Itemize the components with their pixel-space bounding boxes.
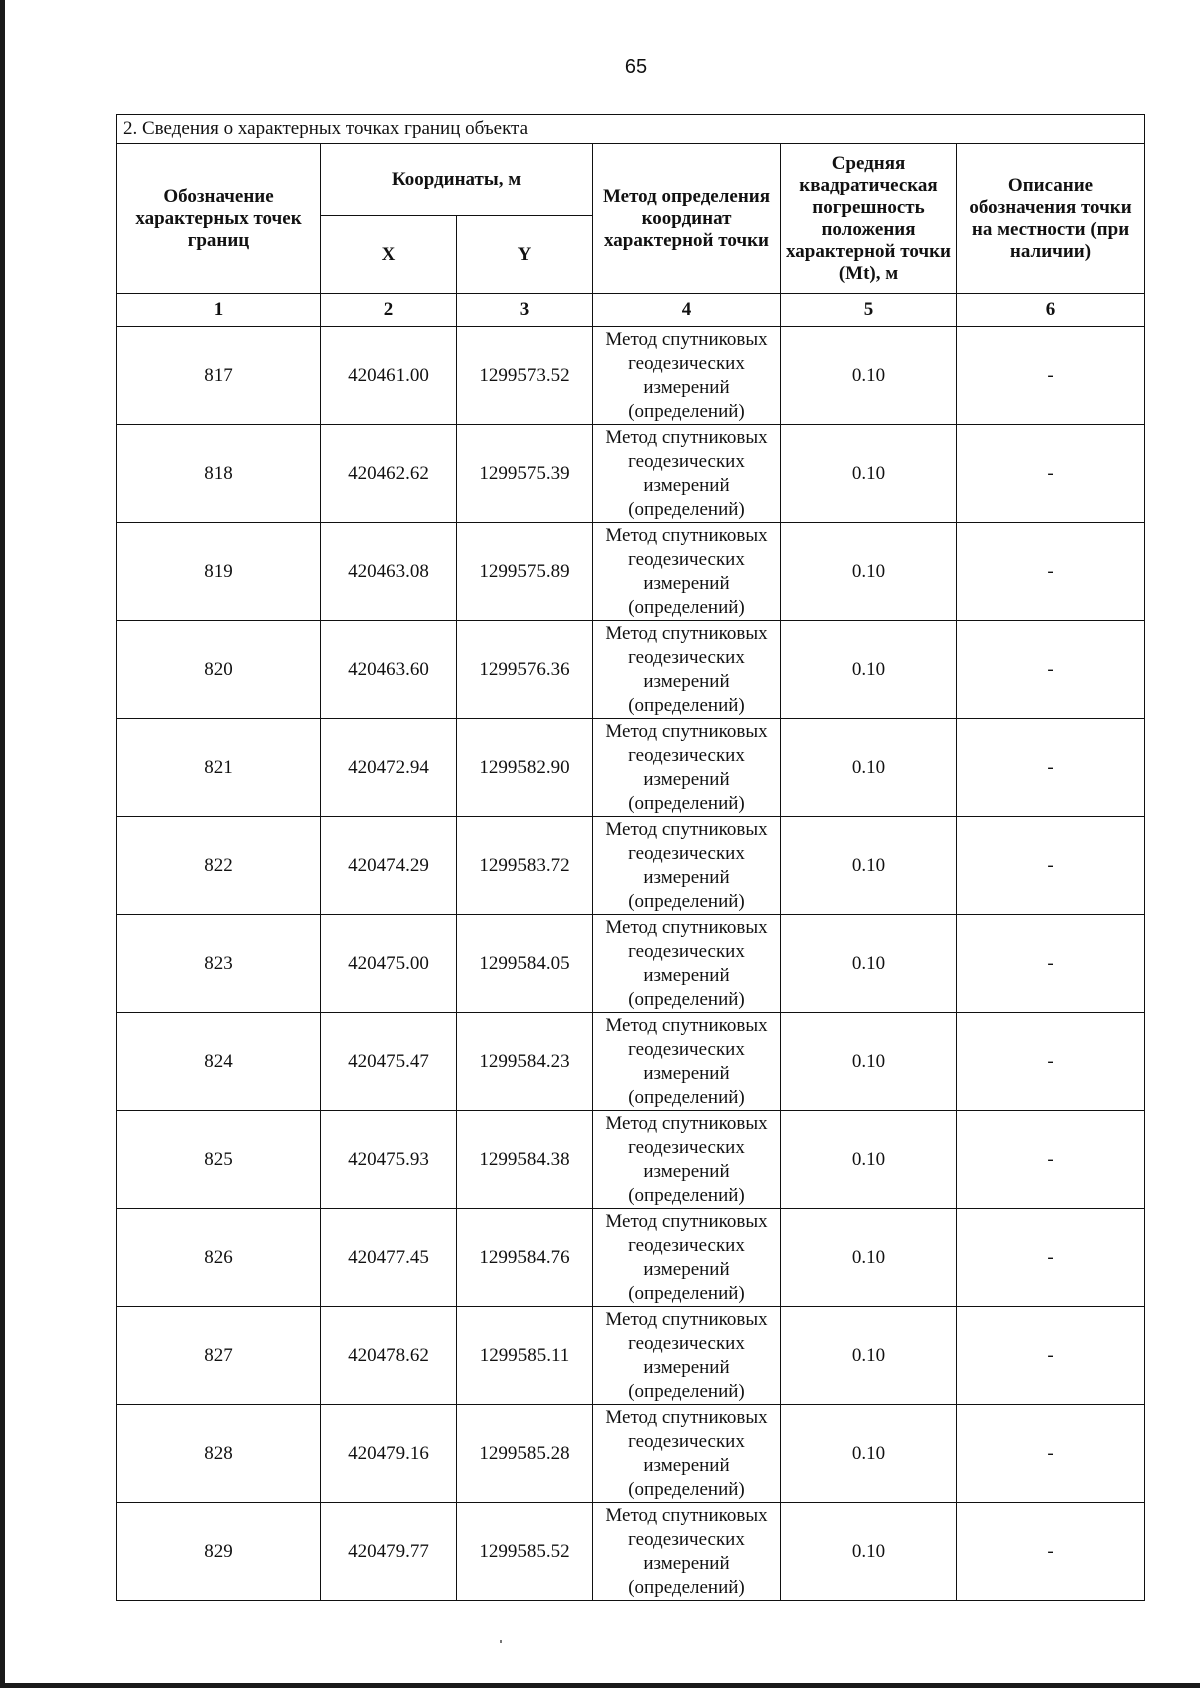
description: - (957, 425, 1145, 523)
table-row (117, 817, 1145, 915)
header-method: Метод определения координат характерной точки (593, 144, 781, 294)
scan-speck (500, 1640, 502, 1643)
method: Метод спутниковых геодезических измерений (определений) (593, 1405, 781, 1503)
column-number: 4 (593, 294, 781, 327)
header-x: X (321, 216, 457, 294)
coord-y: 1299584.05 (457, 915, 593, 1013)
coord-y: 1299576.36 (457, 621, 593, 719)
method: Метод спутниковых геодезических измерений (определений) (593, 719, 781, 817)
method: Метод спутниковых геодезических измерений (определений) (593, 1209, 781, 1307)
coord-y: 1299585.28 (457, 1405, 593, 1503)
column-number: 5 (781, 294, 957, 327)
mean-error: 0.10 (781, 1013, 957, 1111)
table-row (117, 1013, 1145, 1111)
mean-error: 0.10 (781, 1209, 957, 1307)
table-row (117, 915, 1145, 1013)
method: Метод спутниковых геодезических измерений (определений) (593, 817, 781, 915)
description: - (957, 327, 1145, 425)
description: - (957, 817, 1145, 915)
table-row (117, 1209, 1145, 1307)
method: Метод спутниковых геодезических измерений (определений) (593, 1013, 781, 1111)
mean-error: 0.10 (781, 327, 957, 425)
scan-border-bottom (0, 1683, 1200, 1688)
mean-error: 0.10 (781, 425, 957, 523)
mean-error: 0.10 (781, 1111, 957, 1209)
coord-x: 420477.45 (321, 1209, 457, 1307)
description: - (957, 1111, 1145, 1209)
mean-error: 0.10 (781, 817, 957, 915)
table-row (117, 1503, 1145, 1601)
coord-y: 1299573.52 (457, 327, 593, 425)
table-row (117, 621, 1145, 719)
coord-x: 420472.94 (321, 719, 457, 817)
column-number: 3 (457, 294, 593, 327)
description: - (957, 1503, 1145, 1601)
coord-y: 1299585.11 (457, 1307, 593, 1405)
point-id: 818 (117, 425, 321, 523)
method: Метод спутниковых геодезических измерений (определений) (593, 621, 781, 719)
description: - (957, 1307, 1145, 1405)
point-id: 822 (117, 817, 321, 915)
point-id: 827 (117, 1307, 321, 1405)
header-coordinates: Координаты, м (321, 144, 593, 216)
method: Метод спутниковых геодезических измерений (определений) (593, 915, 781, 1013)
point-id: 821 (117, 719, 321, 817)
description: - (957, 523, 1145, 621)
column-number: 6 (957, 294, 1145, 327)
mean-error: 0.10 (781, 915, 957, 1013)
coord-x: 420475.47 (321, 1013, 457, 1111)
coord-x: 420475.00 (321, 915, 457, 1013)
table-row (117, 523, 1145, 621)
coord-x: 420479.16 (321, 1405, 457, 1503)
method: Метод спутниковых геодезических измерений (определений) (593, 1111, 781, 1209)
coord-x: 420475.93 (321, 1111, 457, 1209)
mean-error: 0.10 (781, 523, 957, 621)
coord-y: 1299575.89 (457, 523, 593, 621)
description: - (957, 1013, 1145, 1111)
table-row (117, 1307, 1145, 1405)
point-id: 820 (117, 621, 321, 719)
description: - (957, 1209, 1145, 1307)
coord-x: 420479.77 (321, 1503, 457, 1601)
mean-error: 0.10 (781, 621, 957, 719)
column-numbers-row (117, 294, 1145, 327)
point-id: 825 (117, 1111, 321, 1209)
coord-y: 1299582.90 (457, 719, 593, 817)
table-row (117, 425, 1145, 523)
coord-x: 420463.60 (321, 621, 457, 719)
method: Метод спутниковых геодезических измерений (определений) (593, 1307, 781, 1405)
method: Метод спутниковых геодезических измерений (определений) (593, 523, 781, 621)
scan-border-left (0, 0, 5, 1688)
header-description: Описание обозначения точки на местности (при наличии) (957, 144, 1145, 294)
description: - (957, 621, 1145, 719)
point-id: 823 (117, 915, 321, 1013)
mean-error: 0.10 (781, 1405, 957, 1503)
coord-x: 420461.00 (321, 327, 457, 425)
point-id: 829 (117, 1503, 321, 1601)
point-id: 817 (117, 327, 321, 425)
point-id: 824 (117, 1013, 321, 1111)
coord-y: 1299584.23 (457, 1013, 593, 1111)
coord-y: 1299575.39 (457, 425, 593, 523)
boundary-points-table (116, 114, 1145, 1601)
coord-y: 1299584.76 (457, 1209, 593, 1307)
point-id: 828 (117, 1405, 321, 1503)
header-error: Средняя квадратическая погрешность положения характерной точки (Mt), м (781, 144, 957, 294)
header-designation: Обозначение характерных точек границ (117, 144, 321, 294)
table-row (117, 1405, 1145, 1503)
mean-error: 0.10 (781, 1503, 957, 1601)
coord-x: 420462.62 (321, 425, 457, 523)
coord-x: 420478.62 (321, 1307, 457, 1405)
description: - (957, 1405, 1145, 1503)
description: - (957, 915, 1145, 1013)
coord-x: 420474.29 (321, 817, 457, 915)
point-id: 826 (117, 1209, 321, 1307)
method: Метод спутниковых геодезических измерений (определений) (593, 1503, 781, 1601)
table-row (117, 719, 1145, 817)
column-number: 1 (117, 294, 321, 327)
header-y: Y (457, 216, 593, 294)
description: - (957, 719, 1145, 817)
coord-x: 420463.08 (321, 523, 457, 621)
section-title: 2. Сведения о характерных точках границ объекта (117, 115, 1145, 144)
coord-y: 1299584.38 (457, 1111, 593, 1209)
point-id: 819 (117, 523, 321, 621)
column-number: 2 (321, 294, 457, 327)
mean-error: 0.10 (781, 719, 957, 817)
mean-error: 0.10 (781, 1307, 957, 1405)
table-row (117, 1111, 1145, 1209)
page-number: 65 (624, 56, 648, 78)
method: Метод спутниковых геодезических измерений (определений) (593, 425, 781, 523)
coord-y: 1299585.52 (457, 1503, 593, 1601)
table-row (117, 327, 1145, 425)
method: Метод спутниковых геодезических измерений (определений) (593, 327, 781, 425)
coord-y: 1299583.72 (457, 817, 593, 915)
